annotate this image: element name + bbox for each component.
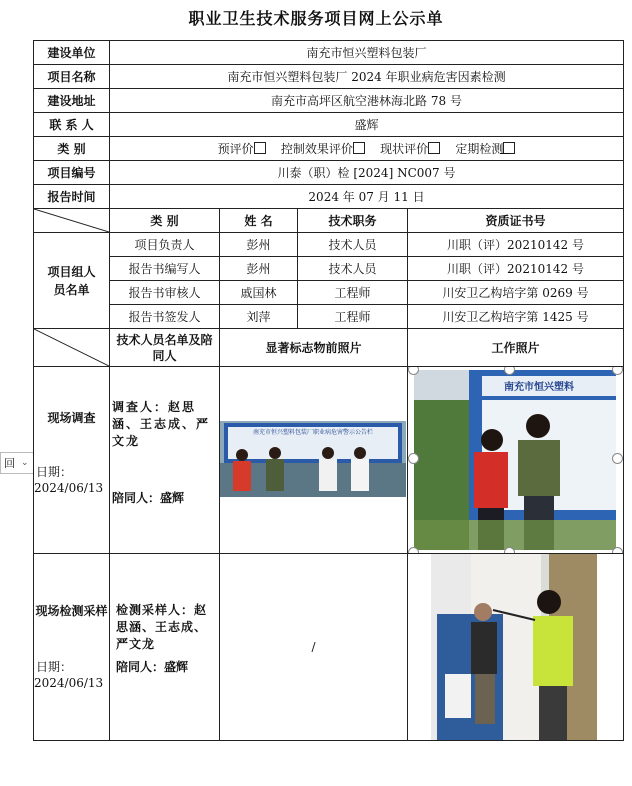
staff-title: 工程师 [298,281,408,305]
photos-header-landmark: 显著标志物前照片 [220,329,408,367]
checked-checkbox-icon [503,142,515,154]
survey-date: 2024/06/13 [34,481,104,495]
sampling-landmark-cell [220,554,408,741]
survey-label-cell [34,367,110,554]
landmark-photo-cell [220,367,408,554]
sampling-date-label: 日期： [36,660,73,674]
type-option-pre[interactable]: 预评价 [218,142,266,156]
row-addr [34,89,624,113]
staff-name: 彭州 [220,257,298,281]
photos-header-work: 工作照片 [408,329,624,367]
code-label: 项目编号 [34,161,110,185]
landmark-banner-text: 南充市恒兴塑料包装厂职业病危害警示公告栏 [252,429,374,436]
type-option-control[interactable]: 控制效果评价 [281,142,365,156]
staff-row [34,281,624,305]
unit-value: 南充市恒兴塑料包装厂 [110,41,624,65]
document-title: 职业卫生技术服务项目网上公示单 [188,9,444,28]
row-unit [34,41,624,65]
sampling-label: 现场检测采样 [35,604,108,618]
sampling-photo [431,554,597,740]
blank-mark: / [311,640,316,654]
resize-handle [612,367,623,376]
survey-staff: 调查人：赵思涵、王志成、严文龙 [112,400,211,448]
sampling-companion: 陪同人：盛辉 [116,660,189,674]
time-label: 报告时间 [34,185,110,209]
staff-row [34,233,624,257]
sampling-photo-cell [408,554,624,741]
code-value: 川泰（职）检 [2024] NC007 号 [110,161,624,185]
staff-role: 报告书签发人 [110,305,220,329]
checkbox-icon [353,142,365,154]
staff-row [34,305,624,329]
unit-label: 建设单位 [34,41,110,65]
name-value: 南充市恒兴塑料包装厂 2024 年职业病危害因素检测 [110,65,624,89]
staff-name: 戚国林 [220,281,298,305]
work-photo-cell [408,367,624,554]
chevron-down-icon[interactable]: ⌄ [21,458,29,468]
work-photo[interactable] [414,370,616,550]
staff-title: 工程师 [298,305,408,329]
staff-cert: 川安卫乙构培字第 0269 号 [408,281,624,305]
info-table [33,40,624,741]
staff-role: 项目负责人 [110,233,220,257]
staff-title: 技术人员 [298,233,408,257]
sampling-staff: 检测采样人：赵思涵、王志成、严文龙 [116,603,208,651]
checkbox-icon [254,142,266,154]
type-option-periodic[interactable]: 定期检测 [455,142,515,156]
staff-header-row [34,209,624,233]
staff-header-title: 技术职务 [298,209,408,233]
staff-header-name: 姓 名 [220,209,298,233]
staff-name: 刘萍 [220,305,298,329]
row-contact [34,113,624,137]
staff-cert: 川职（评）20210142 号 [408,257,624,281]
staff-cert: 川职（评）20210142 号 [408,233,624,257]
sampling-label-cell [34,554,110,741]
survey-date-label: 日期： [36,465,73,479]
survey-companion: 陪同人：盛辉 [112,491,185,505]
landmark-photo [220,421,406,497]
staff-row [34,257,624,281]
diagonal-cell [34,329,110,367]
staff-cert: 川安卫乙构培字第 1425 号 [408,305,624,329]
row-name [34,65,624,89]
row-type [34,137,624,161]
contact-label: 联 系 人 [34,113,110,137]
addr-label: 建设地址 [34,89,110,113]
side-widget-label: 回 [4,457,15,470]
staff-role: 报告书审核人 [110,281,220,305]
work-sign-text: 南充市恒兴塑料 [504,382,574,393]
name-label: 项目名称 [34,65,110,89]
staff-name: 彭州 [220,233,298,257]
type-option-status[interactable]: 现状评价 [380,142,440,156]
survey-label: 现场调查 [47,411,96,425]
side-toolbar-widget[interactable] [0,452,34,474]
staff-group-label: 项目组人员名单 [34,233,110,329]
checkbox-icon [428,142,440,154]
row-code [34,161,624,185]
sampling-staff-cell [110,554,220,741]
photos-header-staff: 技术人员名单及陪同人 [110,329,220,367]
staff-header-cert: 资质证书号 [408,209,624,233]
survey-staff-cell [110,367,220,554]
resize-handle [408,453,419,464]
contact-value: 盛辉 [110,113,624,137]
type-label: 类 别 [34,137,110,161]
staff-title: 技术人员 [298,257,408,281]
photos-header-row [34,329,624,367]
type-options [110,137,624,161]
sampling-row [34,554,624,741]
staff-header-role: 类 别 [110,209,220,233]
diagonal-cell [34,209,110,233]
survey-row [34,367,624,554]
addr-value: 南充市高坪区航空港林海北路 78 号 [110,89,624,113]
sampling-date: 2024/06/13 [34,676,104,690]
time-value: 2024 年 07 月 11 日 [110,185,624,209]
resize-handle [612,453,623,464]
row-time [34,185,624,209]
staff-role: 报告书编写人 [110,257,220,281]
